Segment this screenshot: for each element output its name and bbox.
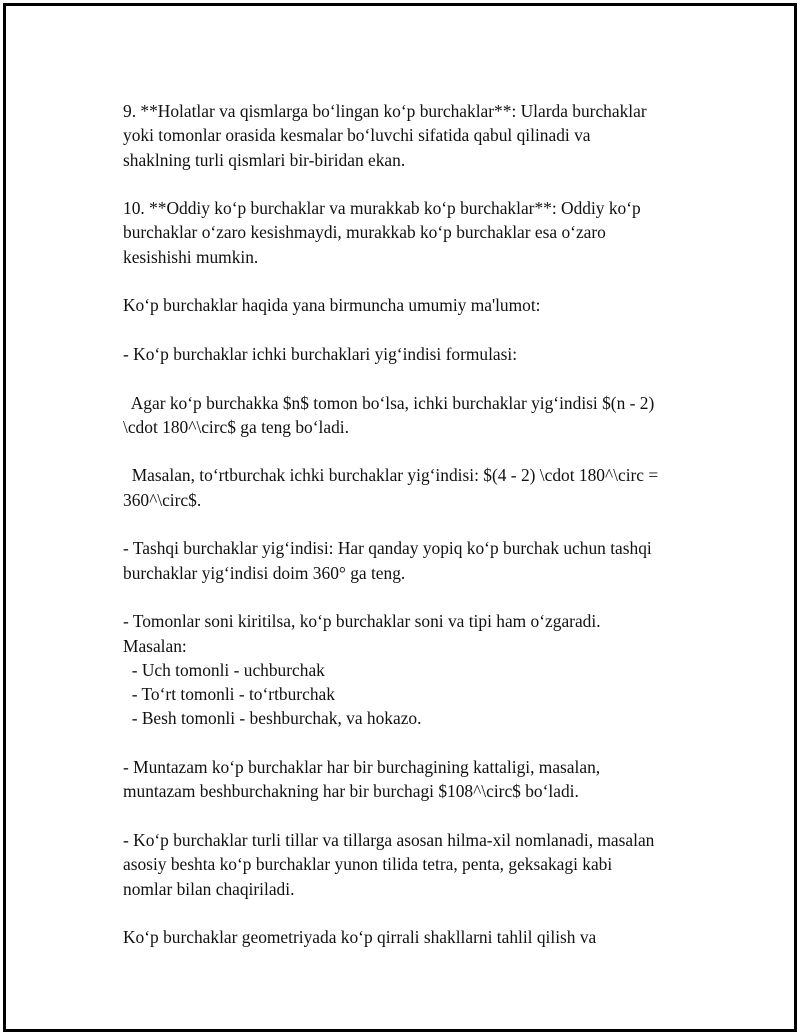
text-line: Agar ko‘p burchakka $n$ tomon bo‘lsa, ichki burchaklar yig‘indisi $(n - 2) (123, 392, 655, 413)
blank-line (123, 901, 708, 925)
text-line: yoki tomonlar orasida kesmalar bo‘luvchi sifatida qabul qilinadi va (123, 125, 591, 146)
list-item: - Uch tomonli - uchburchak (123, 659, 325, 680)
blank-line (123, 318, 708, 342)
blank-line (123, 585, 708, 609)
text-line: burchaklar yig‘indisi doim 360° ga teng. (123, 562, 406, 583)
blank-line (123, 172, 708, 196)
text-line: nomlar bilan chaqiriladi. (123, 878, 295, 899)
blank-line (123, 366, 708, 390)
text-line: Ko‘p burchaklar geometriyada ko‘p qirrali shakllarni tahlil qilish va (123, 927, 597, 948)
text-line: Ko‘p burchaklar haqida yana birmuncha umumiy ma'lumot: (123, 295, 541, 316)
text-line: - Tomonlar soni kiritilsa, ko‘p burchaklar soni va tipi ham o‘zgaradi. (123, 611, 601, 632)
text-line: 10. **Oddiy ko‘p burchaklar va murakkab ko‘p burchaklar**: Oddiy ko‘p (123, 198, 641, 219)
blank-line (123, 512, 708, 536)
text-line: 9. **Holatlar va qismlarga bo‘lingan ko‘p burchaklar**: Ularda burchaklar (123, 101, 647, 121)
text-line: Masalan: (123, 635, 187, 656)
text-line: - Muntazam ko‘p burchaklar har bir burchagining kattaligi, masalan, (123, 757, 601, 778)
text-line: 360^\circ$. (123, 489, 202, 510)
text-line: kesishishi mumkin. (123, 246, 259, 267)
list-item: - Besh tomonli - beshburchak, va hokazo. (123, 708, 422, 729)
text-line: muntazam beshburchakning har bir burchagi $108^\circ$ bo‘ladi. (123, 781, 579, 802)
blank-line (123, 804, 708, 828)
list-item: - To‘rt tomonli - to‘rtburchak (123, 684, 335, 705)
text-line: - Ko‘p burchaklar turli tillar va tillarga asosan hilma-xil nomlanadi, masalan (123, 829, 655, 850)
text-line: burchaklar o‘zaro kesishmaydi, murakkab ko‘p burchaklar esa o‘zaro (123, 222, 606, 243)
text-line: Masalan, to‘rtburchak ichki burchaklar yig‘indisi: $(4 - 2) \cdot 180^\circ = (123, 465, 659, 486)
text-line: asosiy beshta ko‘p burchaklar yunon tilida tetra, penta, geksakagi kabi (123, 854, 613, 875)
blank-line (123, 439, 708, 463)
blank-line (123, 269, 708, 293)
blank-line (123, 731, 708, 755)
page-frame (3, 3, 797, 1032)
text-line: - Ko‘p burchaklar ichki burchaklari yig‘indisi formulasi: (123, 343, 518, 364)
text-line: \cdot 180^\circ$ ga teng bo‘ladi. (123, 416, 349, 437)
text-line: - Tashqi burchaklar yig‘indisi: Har qanday yopiq ko‘p burchak uchun tashqi (123, 538, 652, 559)
text-line: shaklning turli qismlari bir-biridan ekan. (123, 149, 406, 170)
document-body (123, 99, 708, 949)
